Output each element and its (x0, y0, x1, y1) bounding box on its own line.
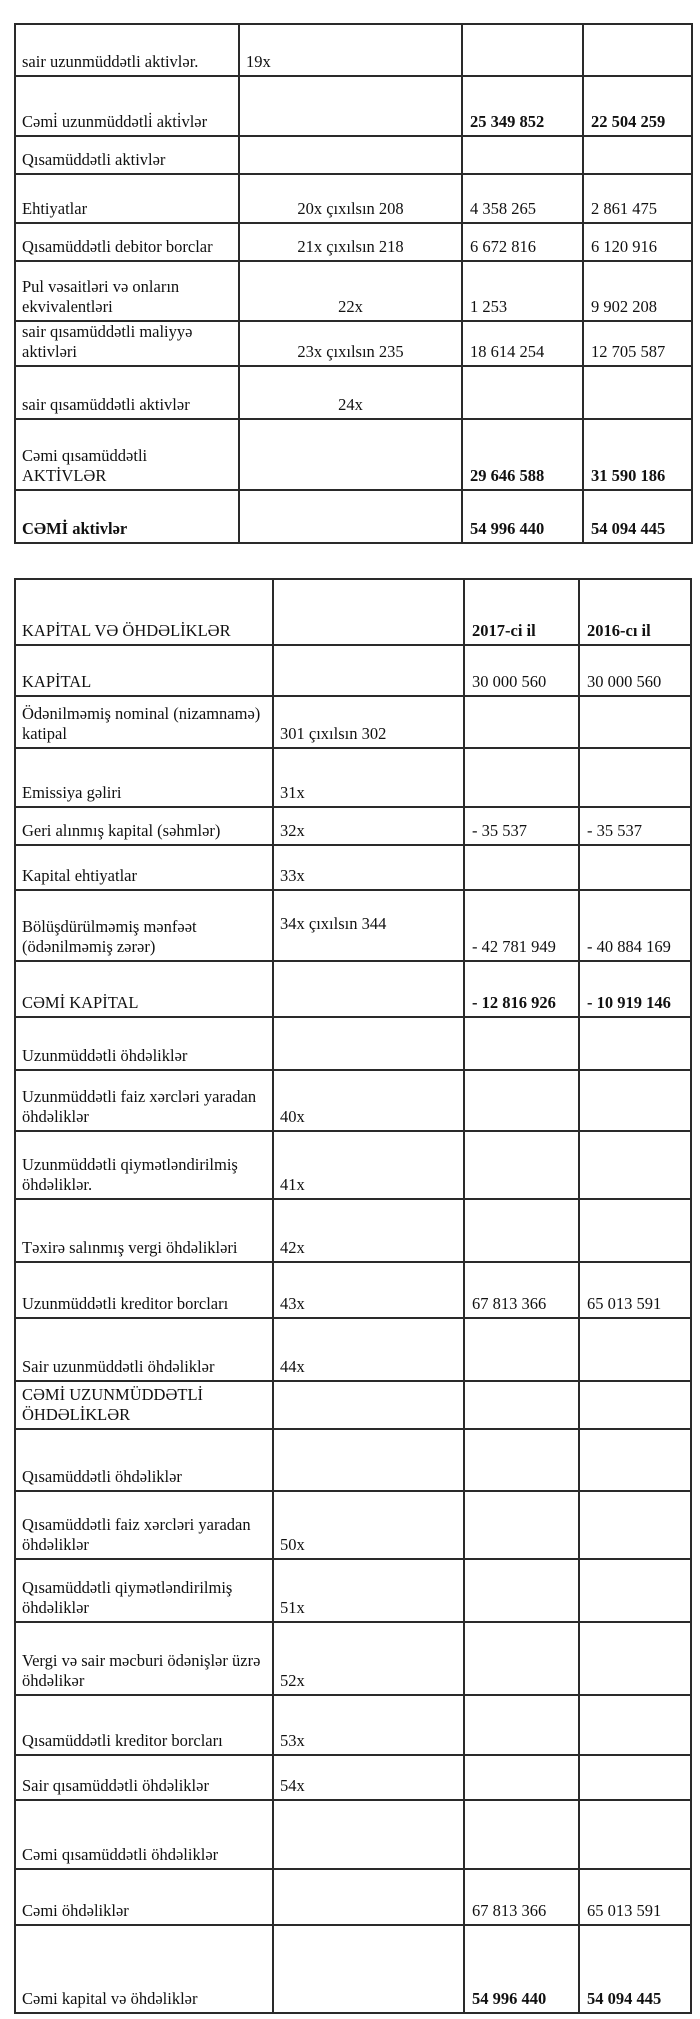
value-2016: - 10 919 146 (579, 961, 691, 1017)
row-label: Qısamüddətli öhdəliklər (15, 1429, 273, 1491)
value-2017: 54 996 440 (462, 490, 583, 543)
value-2016 (579, 1131, 691, 1199)
value-2017 (464, 1622, 579, 1695)
value-2016 (579, 845, 691, 890)
row-label: CƏMİ UZUNMÜDDƏTLİ ÖHDƏLİKLƏR (15, 1381, 273, 1429)
table-row (15, 136, 692, 174)
row-label: Ehtiyatlar (15, 174, 239, 223)
row-label: Cəmi öhdəliklər (15, 1869, 273, 1925)
value-2017 (464, 1318, 579, 1381)
value-2016: - 40 884 169 (579, 890, 691, 961)
value-2017 (464, 1017, 579, 1070)
row-label: Vergi və sair məcburi ödənişlər üzrə öhdəlikər (15, 1622, 273, 1695)
value-2016 (579, 1381, 691, 1429)
table-row (15, 1925, 691, 2013)
row-label: Uzunmüddətli öhdəliklər (15, 1017, 273, 1070)
value-2017 (464, 1491, 579, 1559)
value-2016: 2 861 475 (583, 174, 692, 223)
liabilities-table (14, 578, 692, 2014)
table-row (15, 696, 691, 748)
value-2017 (464, 1070, 579, 1131)
row-label: Sair qısamüddətli öhdəliklər (15, 1755, 273, 1800)
row-label: CƏMİ aktivlər (15, 490, 239, 543)
value-2017: - 42 781 949 (464, 890, 579, 961)
table-header-row (15, 579, 691, 645)
row-code: 43x (273, 1262, 464, 1318)
row-code: 44x (273, 1318, 464, 1381)
value-2017 (462, 366, 583, 419)
row-label: Kapital ehtiyatlar (15, 845, 273, 890)
value-2017 (462, 136, 583, 174)
row-label: Cəmi̇ uzunmüddətli̇ akti̇vlər (15, 76, 239, 136)
value-2017 (464, 845, 579, 890)
row-label: Qısamüddətli debitor borclar (15, 223, 239, 261)
row-code (239, 419, 462, 490)
header-code (273, 579, 464, 645)
table-row (15, 1262, 691, 1318)
table-row (15, 1017, 691, 1070)
row-code: 301 çıxılsın 302 (273, 696, 464, 748)
table-row (15, 1695, 691, 1755)
value-2017: - 12 816 926 (464, 961, 579, 1017)
value-2016: - 35 537 (579, 807, 691, 845)
value-2016 (579, 1070, 691, 1131)
value-2016 (579, 748, 691, 807)
value-2017: 4 358 265 (462, 174, 583, 223)
row-label: Geri alınmış kapital (səhmlər) (15, 807, 273, 845)
value-2017: 18 614 254 (462, 321, 583, 366)
table-row (15, 961, 691, 1017)
table-row (15, 366, 692, 419)
assets-table (14, 23, 693, 544)
value-2016 (579, 1695, 691, 1755)
row-code: 54x (273, 1755, 464, 1800)
value-2016: 54 094 445 (583, 490, 692, 543)
table-row (15, 890, 691, 961)
table-row (15, 24, 692, 76)
row-code: 23x çıxılsın 235 (239, 321, 462, 366)
value-2017 (464, 1199, 579, 1262)
header-year-2016: 2016-cı il (579, 579, 691, 645)
value-2017 (464, 1131, 579, 1199)
row-code: 34x çıxılsın 344 (273, 890, 464, 961)
value-2017 (462, 24, 583, 76)
row-code: 53x (273, 1695, 464, 1755)
row-label: sair qısamüddətli aktivlər (15, 366, 239, 419)
row-code (273, 1017, 464, 1070)
table-row (15, 261, 692, 321)
row-code (239, 76, 462, 136)
row-code: 32x (273, 807, 464, 845)
row-code (273, 1925, 464, 2013)
table-row (15, 1869, 691, 1925)
value-2016: 65 013 591 (579, 1869, 691, 1925)
table-row (15, 419, 692, 490)
table-row (15, 1800, 691, 1869)
row-code: 24x (239, 366, 462, 419)
table-row (15, 1199, 691, 1262)
row-code: 31x (273, 748, 464, 807)
row-label: Qısamüddətli kreditor borcları (15, 1695, 273, 1755)
table-row (15, 1429, 691, 1491)
value-2017: - 35 537 (464, 807, 579, 845)
row-label: Cəmi kapital və öhdəliklər (15, 1925, 273, 2013)
row-label: Bölüşdürülməmiş mənfəət (ödənilməmiş zərər) (15, 890, 273, 961)
table-row (15, 1070, 691, 1131)
table-row (15, 1131, 691, 1199)
value-2016 (579, 1318, 691, 1381)
row-code (239, 136, 462, 174)
row-code (273, 645, 464, 696)
table-row (15, 321, 692, 366)
table-row (15, 645, 691, 696)
row-code: 51x (273, 1559, 464, 1622)
row-code: 42x (273, 1199, 464, 1262)
table-row (15, 1318, 691, 1381)
row-code: 52x (273, 1622, 464, 1695)
value-2017 (464, 1559, 579, 1622)
row-label: Qısamüddətli qiymətləndirilmiş öhdəliklər (15, 1559, 273, 1622)
value-2016: 6 120 916 (583, 223, 692, 261)
table-row (15, 1755, 691, 1800)
row-code: 22x (239, 261, 462, 321)
row-code: 50x (273, 1491, 464, 1559)
row-label: sair uzunmüddətli aktivlər. (15, 24, 239, 76)
value-2016: 9 902 208 (583, 261, 692, 321)
value-2017 (464, 748, 579, 807)
table-row (15, 1622, 691, 1695)
row-label: Ödənilməmiş nominal (nizamnamə) katipal (15, 696, 273, 748)
row-label: Qısamüddətli aktivlər (15, 136, 239, 174)
value-2017: 29 646 588 (462, 419, 583, 490)
header-year-2017: 2017-ci il (464, 579, 579, 645)
value-2016 (579, 1800, 691, 1869)
row-label: Uzunmüddətli qiymətləndirilmiş öhdəliklər. (15, 1131, 273, 1199)
value-2016 (579, 1199, 691, 1262)
row-label: CƏMİ KAPİTAL (15, 961, 273, 1017)
value-2017 (464, 1755, 579, 1800)
table-row (15, 1491, 691, 1559)
row-code (239, 490, 462, 543)
row-label: Sair uzunmüddətli öhdəliklər (15, 1318, 273, 1381)
value-2017: 25 349 852 (462, 76, 583, 136)
table-row (15, 845, 691, 890)
value-2016: 30 000 560 (579, 645, 691, 696)
table-row (15, 174, 692, 223)
value-2017 (464, 696, 579, 748)
value-2016: 22 504 259 (583, 76, 692, 136)
row-code: 41x (273, 1131, 464, 1199)
value-2017 (464, 1429, 579, 1491)
table-row (15, 223, 692, 261)
table-row (15, 748, 691, 807)
table-row (15, 1381, 691, 1429)
value-2017: 54 996 440 (464, 1925, 579, 2013)
row-label: Pul vəsaitləri və onların ekvivalentləri (15, 261, 239, 321)
value-2017 (464, 1800, 579, 1869)
table-row (15, 490, 692, 543)
value-2017: 67 813 366 (464, 1869, 579, 1925)
row-label: Uzunmüddətli faiz xərcləri yaradan öhdəliklər (15, 1070, 273, 1131)
value-2016: 54 094 445 (579, 1925, 691, 2013)
value-2017: 1 253 (462, 261, 583, 321)
row-code (273, 1429, 464, 1491)
value-2016 (583, 24, 692, 76)
row-label: KAPİTAL (15, 645, 273, 696)
value-2016 (583, 366, 692, 419)
value-2017: 30 000 560 (464, 645, 579, 696)
value-2016 (579, 1491, 691, 1559)
row-code: 40x (273, 1070, 464, 1131)
table-row (15, 1559, 691, 1622)
row-code (273, 1869, 464, 1925)
row-code: 20x çıxılsın 208 (239, 174, 462, 223)
row-label: Cəmi qısamüddətli öhdəliklər (15, 1800, 273, 1869)
value-2016 (579, 1755, 691, 1800)
row-code: 33x (273, 845, 464, 890)
row-label: Təxirə salınmış vergi öhdəlikləri (15, 1199, 273, 1262)
row-label: Cəmi qısamüddətli AKTİVLƏR (15, 419, 239, 490)
row-code: 19x (239, 24, 462, 76)
table-row (15, 76, 692, 136)
value-2017 (464, 1695, 579, 1755)
value-2017: 6 672 816 (462, 223, 583, 261)
row-code: 21x çıxılsın 218 (239, 223, 462, 261)
row-code (273, 1800, 464, 1869)
value-2016 (579, 1559, 691, 1622)
table-row (15, 807, 691, 845)
row-label: Emissiya gəliri (15, 748, 273, 807)
value-2016: 12 705 587 (583, 321, 692, 366)
value-2016 (579, 1429, 691, 1491)
value-2016: 65 013 591 (579, 1262, 691, 1318)
header-label: KAPİTAL VƏ ÖHDƏLİKLƏR (15, 579, 273, 645)
value-2016: 31 590 186 (583, 419, 692, 490)
row-label: sair qısamüddətli maliyyə aktivləri (15, 321, 239, 366)
value-2016 (579, 696, 691, 748)
value-2016 (583, 136, 692, 174)
row-code (273, 1381, 464, 1429)
value-2016 (579, 1622, 691, 1695)
value-2017: 67 813 366 (464, 1262, 579, 1318)
row-code (273, 961, 464, 1017)
value-2017 (464, 1381, 579, 1429)
value-2016 (579, 1017, 691, 1070)
row-label: Uzunmüddətli kreditor borcları (15, 1262, 273, 1318)
row-label: Qısamüddətli faiz xərcləri yaradan öhdəliklər (15, 1491, 273, 1559)
